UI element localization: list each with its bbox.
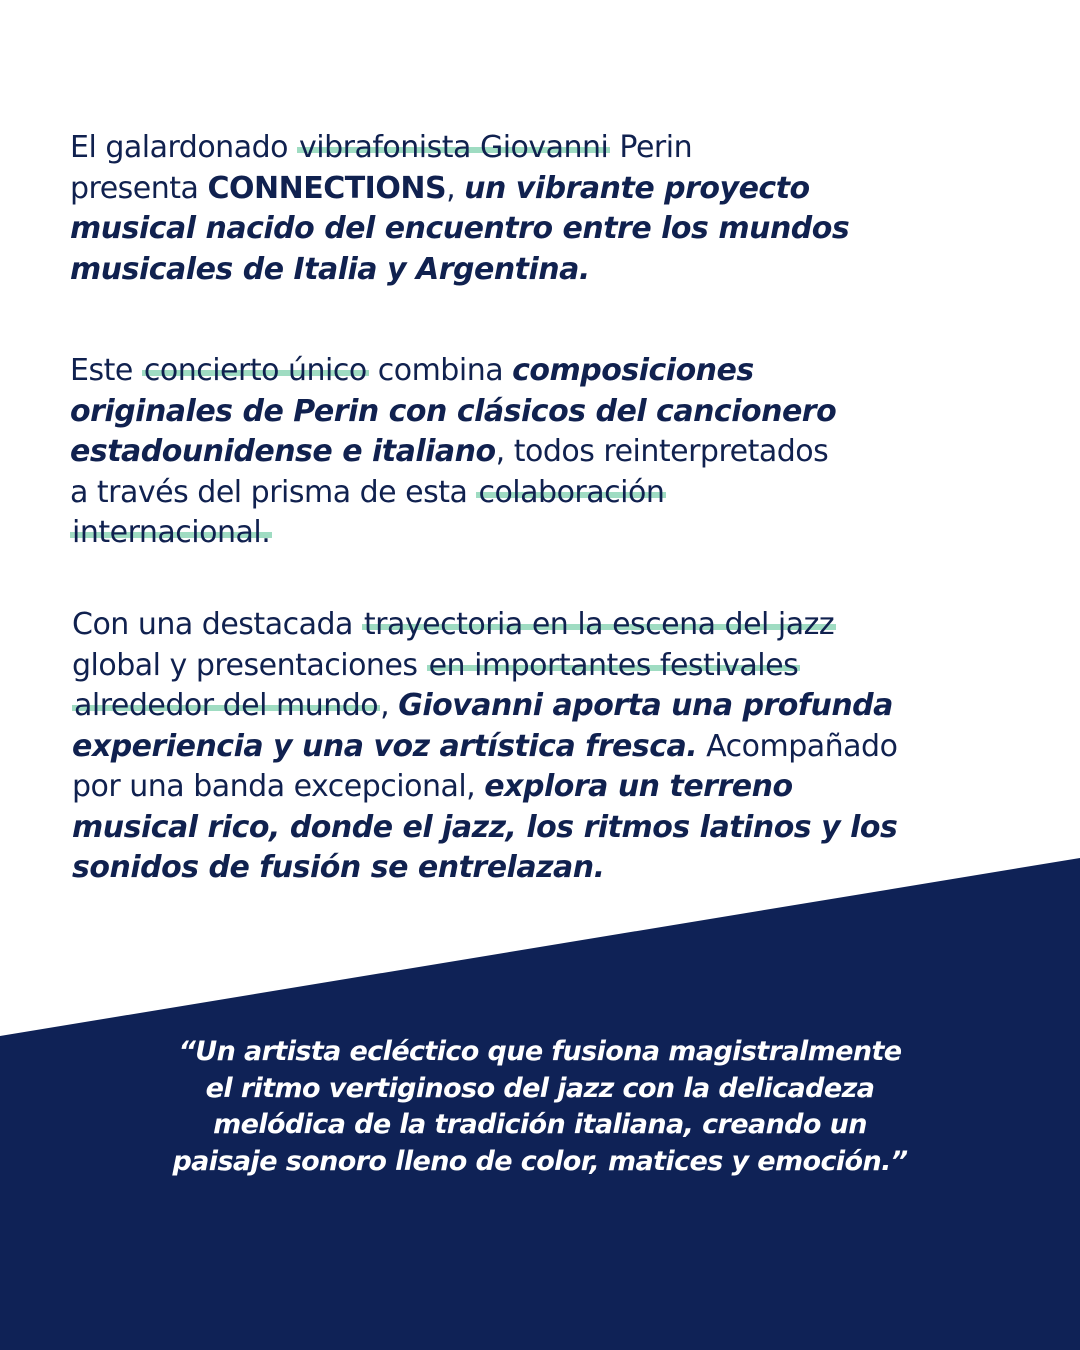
intro-paragraph: [70, 128, 990, 290]
highlighted-text: alrededor del mundo: [74, 688, 379, 723]
intro-line-1: El galardonado vibrafonista Giovanni Perin: [70, 130, 693, 165]
career-line-1: Con una destacada trayectoria en la escena del jazz: [72, 607, 835, 642]
concert-line-3: estadounidense e italiano, todos reinterpretados: [70, 434, 829, 469]
highlighted-text: en importantes festivales: [428, 647, 799, 683]
career-line-5: por una banda excepcional, explora un terreno: [72, 769, 793, 804]
concert-line-2: originales de Perin con clásicos del cancionero: [70, 393, 837, 429]
quote-line-1: “Un artista ecléctico que fusiona magistralmente: [178, 1036, 902, 1067]
highlighted-text: concierto único: [143, 353, 367, 388]
career-paragraph: [72, 605, 992, 889]
highlighted-text: vibrafonista Giovanni: [299, 130, 609, 165]
highlighted-text: internacional.: [72, 515, 271, 550]
career-line-3: alrededor del mundo, Giovanni aporta una profunda: [74, 688, 893, 723]
career-line-7: sonidos de fusión se entrelazan.: [72, 850, 605, 885]
career-line-4: experiencia y una voz artística fresca. Acompañado: [72, 728, 898, 764]
intro-line-2: presenta CONNECTIONS, un vibrante proyecto: [70, 170, 810, 206]
career-line-6: musical rico, donde el jazz, los ritmos latinos y los: [72, 809, 898, 845]
intro-line-3: musical nacido del encuentro entre los mundos: [70, 211, 850, 246]
concert-paragraph: [70, 351, 990, 554]
concert-line-4: a través del prisma de esta colaboración: [70, 474, 665, 510]
project-name: CONNECTIONS: [207, 170, 447, 206]
quote-line-3: melódica de la tradición italiana, creando un: [213, 1109, 867, 1140]
intro-line-4: musicales de Italia y Argentina.: [70, 251, 590, 287]
highlighted-text: colaboración: [478, 474, 665, 510]
concert-line-1: Este concierto único combina composiciones: [70, 353, 754, 388]
quote-line-2: el ritmo vertiginoso del jazz con la delicadeza: [205, 1072, 875, 1104]
career-line-2: global y presentaciones en importantes festivales: [72, 647, 799, 683]
concert-line-5: [70, 513, 990, 554]
quote-line-4: paisaje sonoro lleno de color, matices y emoción.”: [172, 1145, 908, 1177]
highlighted-text: trayectoria en la escena del jazz: [363, 607, 835, 642]
press-quote: [100, 1034, 980, 1180]
